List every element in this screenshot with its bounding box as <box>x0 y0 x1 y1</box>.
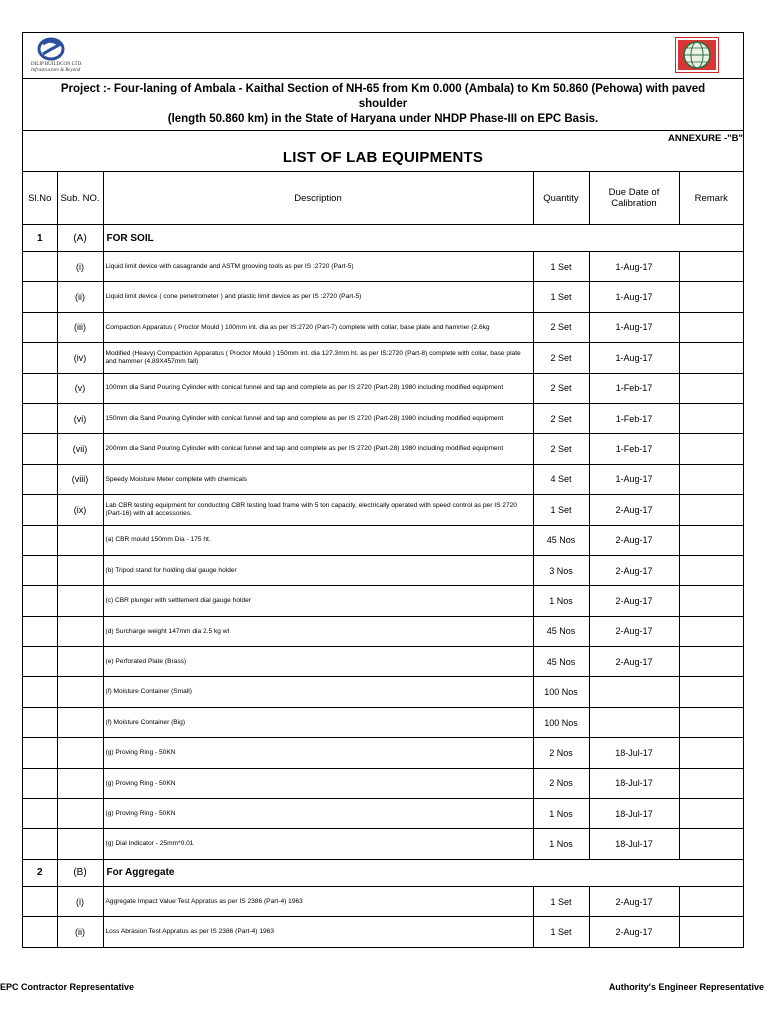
globe-emblem-icon <box>675 37 719 73</box>
company-tagline: Infrastructure & Beyond <box>31 68 81 73</box>
table-row <box>23 525 743 555</box>
row-sub-no <box>57 555 103 585</box>
row-sub-no: (v) <box>57 373 103 403</box>
row-sub-no: (ii) <box>57 917 103 947</box>
header-due-date: Due Date of Calibration <box>589 172 679 225</box>
row-remark <box>679 464 743 494</box>
row-due-date: 18-Jul-17 <box>589 738 679 768</box>
row-description: (g) Proving Ring - 50KN <box>103 768 533 798</box>
row-slno <box>23 707 57 737</box>
table-row <box>23 917 743 947</box>
row-slno <box>23 886 57 916</box>
row-description: (d) Surcharge weight 147mm dia 2.5 kg wt <box>103 616 533 646</box>
row-sub-no <box>57 707 103 737</box>
row-remark <box>679 768 743 798</box>
row-quantity: 1 Set <box>533 886 589 916</box>
table-row <box>23 343 743 373</box>
equipment-table <box>23 172 743 948</box>
row-slno <box>23 434 57 464</box>
row-slno <box>23 555 57 585</box>
footer-epc-contractor: EPC Contractor Representative <box>0 982 135 992</box>
footer-authority-engineer: Authority's Engineer Representative <box>608 982 764 992</box>
header-remark: Remark <box>679 172 743 225</box>
row-slno <box>23 829 57 859</box>
table-row <box>23 464 743 494</box>
section-sub: (A) <box>57 225 103 252</box>
row-quantity: 2 Set <box>533 403 589 433</box>
row-sub-no: (i) <box>57 252 103 282</box>
row-remark <box>679 525 743 555</box>
row-remark <box>679 586 743 616</box>
row-slno <box>23 768 57 798</box>
row-sub-no <box>57 647 103 677</box>
row-slno <box>23 343 57 373</box>
header-slno: Sl.No <box>23 172 57 225</box>
row-due-date: 1-Aug-17 <box>589 282 679 312</box>
row-quantity: 4 Set <box>533 464 589 494</box>
table-row <box>23 252 743 282</box>
row-description: (g) Proving Ring - 50KN <box>103 738 533 768</box>
document-title: LIST OF LAB EQUIPMENTS <box>282 149 484 166</box>
row-quantity: 1 Set <box>533 917 589 947</box>
row-sub-no: (vii) <box>57 434 103 464</box>
table-row <box>23 799 743 829</box>
row-sub-no <box>57 586 103 616</box>
row-description: (b) Tripod stand for holding dial gauge holder <box>103 555 533 585</box>
company-logo <box>31 36 101 76</box>
row-remark <box>679 829 743 859</box>
row-remark <box>679 495 743 525</box>
logo-row <box>23 33 743 79</box>
table-row <box>23 707 743 737</box>
row-remark <box>679 707 743 737</box>
row-remark <box>679 373 743 403</box>
row-due-date: 2-Aug-17 <box>589 555 679 585</box>
table-row <box>23 495 743 525</box>
row-slno <box>23 252 57 282</box>
dilip-buildcon-logo-icon <box>31 36 71 62</box>
row-description: (f) Moisture Container (Big) <box>103 707 533 737</box>
row-description: Liquid limit device with casagrande and ASTM grooving tools as per IS :2720 (Part-5) <box>103 252 533 282</box>
row-description: Liquid limit device ( cone penetrometer ) and plastic limit device as per IS :2720 (Part-5) <box>103 282 533 312</box>
row-quantity: 100 Nos <box>533 677 589 707</box>
table-row <box>23 738 743 768</box>
row-sub-no <box>57 616 103 646</box>
header-quantity: Quantity <box>533 172 589 225</box>
row-slno <box>23 403 57 433</box>
row-remark <box>679 886 743 916</box>
row-sub-no <box>57 829 103 859</box>
table-row <box>23 555 743 585</box>
section-title: For Aggregate <box>103 859 743 886</box>
row-description: Lab CBR testing equipment for conducting CBR testing load frame with 5 ton capacity, electrically operated with speed control as per IS 2720 (Part-16) with all accessories. <box>103 495 533 525</box>
row-quantity: 2 Set <box>533 343 589 373</box>
row-due-date: 18-Jul-17 <box>589 768 679 798</box>
row-description: (f) Moisture Container (Small) <box>103 677 533 707</box>
row-due-date: 2-Aug-17 <box>589 917 679 947</box>
row-due-date: 1-Aug-17 <box>589 343 679 373</box>
row-due-date: 1-Aug-17 <box>589 252 679 282</box>
section-row <box>23 859 743 886</box>
row-sub-no: (i) <box>57 886 103 916</box>
row-remark <box>679 616 743 646</box>
row-description: Modified (Heavy) Compaction Apparatus ( Proctor Mould ) 150mm int. dia 127.3mm ht. as per IS:2720 (Part-8) complete with collar, base plate and hammer (4.89X457mm fall) <box>103 343 533 373</box>
row-remark <box>679 677 743 707</box>
row-slno <box>23 495 57 525</box>
row-due-date: 1-Feb-17 <box>589 434 679 464</box>
globe-emblem-logo <box>675 37 719 73</box>
row-quantity: 45 Nos <box>533 647 589 677</box>
row-slno <box>23 586 57 616</box>
section-title: FOR SOIL <box>103 225 743 252</box>
table-row <box>23 677 743 707</box>
equipment-table-body <box>23 172 743 947</box>
row-slno <box>23 917 57 947</box>
row-due-date <box>589 707 679 737</box>
row-remark <box>679 799 743 829</box>
table-row <box>23 434 743 464</box>
row-remark <box>679 738 743 768</box>
row-slno <box>23 799 57 829</box>
table-row <box>23 586 743 616</box>
row-due-date: 18-Jul-17 <box>589 829 679 859</box>
row-due-date: 2-Aug-17 <box>589 586 679 616</box>
row-sub-no <box>57 677 103 707</box>
row-remark <box>679 252 743 282</box>
equipment-sheet <box>22 32 744 948</box>
row-description: 100mm dia Sand Pouring Cylinder with conical funnel and tap and complete as per IS 2720 (Part-28) 1980 including modified equipment <box>103 373 533 403</box>
row-remark <box>679 343 743 373</box>
table-row <box>23 403 743 433</box>
row-description: 200mm dia Sand Pouring Cylinder with conical funnel and tap and complete as per IS 2720 (Part-28) 1980 including modified equipment <box>103 434 533 464</box>
row-due-date: 1-Feb-17 <box>589 373 679 403</box>
row-slno <box>23 616 57 646</box>
row-slno <box>23 647 57 677</box>
row-quantity: 2 Nos <box>533 768 589 798</box>
row-remark <box>679 555 743 585</box>
row-sub-no: (ii) <box>57 282 103 312</box>
row-remark <box>679 434 743 464</box>
row-remark <box>679 282 743 312</box>
row-quantity: 2 Set <box>533 312 589 342</box>
row-quantity: 2 Set <box>533 434 589 464</box>
row-due-date <box>589 677 679 707</box>
annexure-label: ANNEXURE -"B" <box>668 133 743 144</box>
row-remark <box>679 917 743 947</box>
row-description: Compaction Apparatus ( Proctor Mould ) 100mm int. dia as per IS:2720 (Part-7) complete with collar, base plate and hammer (2.6kg <box>103 312 533 342</box>
row-sub-no <box>57 768 103 798</box>
header-subno: Sub. NO. <box>57 172 103 225</box>
table-row <box>23 312 743 342</box>
row-slno <box>23 464 57 494</box>
annexure-title-block <box>23 131 743 172</box>
row-quantity: 45 Nos <box>533 616 589 646</box>
row-slno <box>23 677 57 707</box>
table-row <box>23 647 743 677</box>
row-sub-no <box>57 799 103 829</box>
table-row <box>23 282 743 312</box>
table-row <box>23 373 743 403</box>
row-quantity: 1 Set <box>533 252 589 282</box>
section-row <box>23 225 743 252</box>
row-sub-no: (viii) <box>57 464 103 494</box>
row-sub-no <box>57 738 103 768</box>
row-slno <box>23 525 57 555</box>
row-quantity: 2 Set <box>533 373 589 403</box>
row-quantity: 1 Set <box>533 495 589 525</box>
section-sub: (B) <box>57 859 103 886</box>
row-quantity: 3 Nos <box>533 555 589 585</box>
row-description: 150mm dia Sand Pouring Cylinder with conical funnel and tap and complete as per IS 2720 (Part-28) 1980 including modified equipment <box>103 403 533 433</box>
table-row <box>23 768 743 798</box>
row-remark <box>679 403 743 433</box>
row-due-date: 2-Aug-17 <box>589 525 679 555</box>
row-description: Aggregate Impact Value Test Appratus as per IS 2386 (Part-4) 1963 <box>103 886 533 916</box>
row-sub-no: (iv) <box>57 343 103 373</box>
row-sub-no: (vi) <box>57 403 103 433</box>
row-remark <box>679 312 743 342</box>
row-description: Loss Abrasion Test Appratus as per IS 2386 (Part-4) 1963 <box>103 917 533 947</box>
row-due-date: 2-Aug-17 <box>589 886 679 916</box>
row-description: Speedy Moisture Meter complete with chemicals <box>103 464 533 494</box>
row-slno <box>23 373 57 403</box>
row-sub-no: (iii) <box>57 312 103 342</box>
table-row <box>23 829 743 859</box>
row-slno <box>23 282 57 312</box>
row-description: (g) Dial Indicator - 25mm*0.01 <box>103 829 533 859</box>
row-due-date: 2-Aug-17 <box>589 495 679 525</box>
project-description <box>23 79 743 131</box>
row-due-date: 1-Feb-17 <box>589 403 679 433</box>
row-due-date: 1-Aug-17 <box>589 464 679 494</box>
row-quantity: 1 Nos <box>533 799 589 829</box>
table-row <box>23 886 743 916</box>
row-due-date: 2-Aug-17 <box>589 616 679 646</box>
row-due-date: 1-Aug-17 <box>589 312 679 342</box>
row-description: (c) CBR plunger with settlement dial gauge holder <box>103 586 533 616</box>
row-quantity: 100 Nos <box>533 707 589 737</box>
section-slno: 2 <box>23 859 57 886</box>
table-row <box>23 616 743 646</box>
project-line-1: Project :- Four-laning of Ambala - Kaithal Section of NH-65 from Km 0.000 (Ambala) to Km 50.860 (Pehowa) with paved shoulder <box>60 83 706 110</box>
project-line-2: (length 50.860 km) in the State of Haryana under NHDP Phase-III on EPC Basis. <box>167 113 599 125</box>
row-quantity: 45 Nos <box>533 525 589 555</box>
row-quantity: 1 Set <box>533 282 589 312</box>
row-slno <box>23 312 57 342</box>
row-due-date: 2-Aug-17 <box>589 647 679 677</box>
header-description: Description <box>103 172 533 225</box>
row-quantity: 1 Nos <box>533 586 589 616</box>
row-description: (e) Perforated Plate (Brass) <box>103 647 533 677</box>
row-sub-no <box>57 525 103 555</box>
row-slno <box>23 738 57 768</box>
table-header-row <box>23 172 743 225</box>
row-due-date: 18-Jul-17 <box>589 799 679 829</box>
section-slno: 1 <box>23 225 57 252</box>
row-description: (g) Proving Ring - 50KN <box>103 799 533 829</box>
row-remark <box>679 647 743 677</box>
row-sub-no: (ix) <box>57 495 103 525</box>
row-description: (a) CBR mould 150mm Dia - 175 ht. <box>103 525 533 555</box>
row-quantity: 1 Nos <box>533 829 589 859</box>
row-quantity: 2 Nos <box>533 738 589 768</box>
company-name: DILIP BUILDCON LTD. <box>31 62 83 67</box>
